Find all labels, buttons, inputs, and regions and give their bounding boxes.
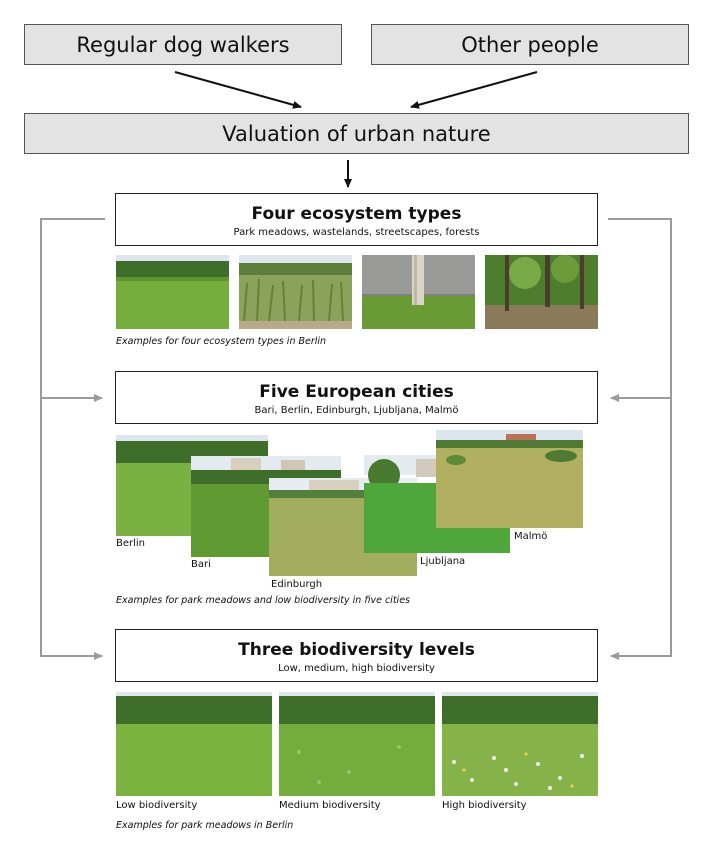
european-cities-title: Five European cities (259, 382, 454, 402)
biodiversity-levels-title: Three biodiversity levels (238, 640, 475, 660)
other-people-label: Other people (461, 32, 599, 57)
biodiversity-levels-subtitle: Low, medium, high biodiversity (278, 663, 435, 674)
ecosystem-types-subtitle: Park meadows, wastelands, streetscapes, forests (233, 227, 480, 238)
label-medium-biodiversity: Medium biodiversity (279, 800, 381, 811)
photo-high-biodiversity (442, 692, 598, 796)
ecosystem-types-caption: Examples for four ecosystem types in Berlin (116, 336, 327, 347)
european-cities-subtitle: Bari, Berlin, Edinburgh, Ljubljana, Malmö (254, 405, 459, 416)
valuation-label: Valuation of urban nature (222, 121, 491, 146)
photo-park-meadow (116, 255, 229, 329)
left-connector (41, 219, 105, 656)
photo-wasteland (239, 255, 352, 329)
photo-medium-biodiversity (279, 692, 435, 796)
ecosystem-types-title: Four ecosystem types (251, 204, 462, 224)
label-malmo: Malmö (514, 531, 548, 542)
photo-streetscape (362, 255, 475, 329)
label-bari: Bari (191, 559, 211, 570)
label-low-biodiversity: Low biodiversity (116, 800, 198, 811)
photo-low-biodiversity (116, 692, 272, 796)
label-high-biodiversity: High biodiversity (442, 800, 527, 811)
right-connector (608, 219, 671, 656)
arrow-dog-walkers-to-valuation (175, 72, 301, 107)
label-edinburgh: Edinburgh (271, 579, 323, 590)
biodiversity-levels-caption: Examples for park meadows in Berlin (116, 820, 294, 831)
label-berlin: Berlin (116, 538, 146, 549)
arrow-other-people-to-valuation (411, 72, 537, 107)
european-cities-caption: Examples for park meadows and low biodiversity in five cities (116, 595, 410, 606)
photo-forest (485, 255, 598, 329)
photo-malmo (436, 430, 583, 528)
label-ljubljana: Ljubljana (420, 556, 466, 567)
regular-dog-walkers-label: Regular dog walkers (76, 32, 290, 57)
